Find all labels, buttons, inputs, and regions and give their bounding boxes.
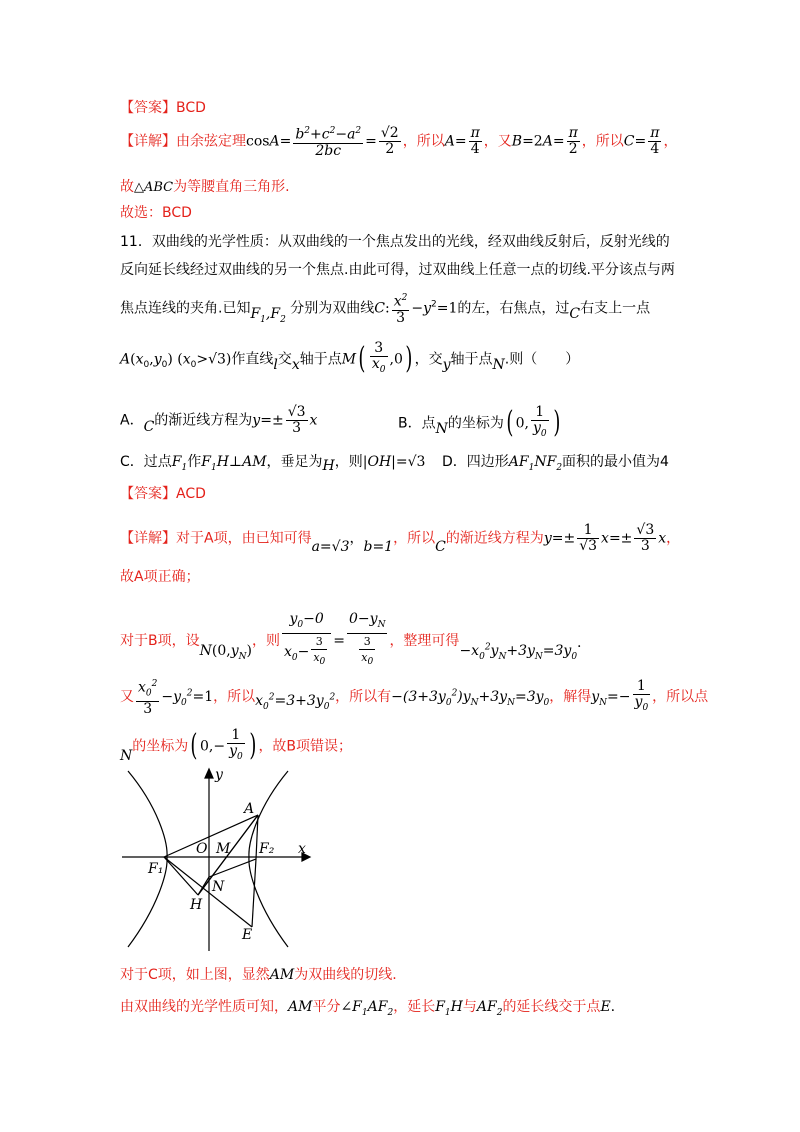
option-text: ，垂足为 xyxy=(266,454,323,470)
stem-text: 分别为双曲线 xyxy=(290,300,375,317)
q11-stem-4: $A(x_0,y_0)$ $(x_0>√3)$作直线l交x轴于点M( $\frac{3}{x_0}$ ,0) ，交y轴于点N.则（ ） xyxy=(120,340,580,377)
stem-text: 焦点连线的夹角.已知 xyxy=(120,300,251,317)
q10-conclusion: 故△ABC为等腰直角三角形. xyxy=(120,179,290,195)
option-a: A．C的渐近线方程为y=± $\frac{√3}{3}$ x xyxy=(120,404,318,436)
option-text: 的坐标为 xyxy=(447,415,504,432)
detail-text: 由双曲线的光学性质可知， xyxy=(120,999,288,1015)
option-c: C．过点$F_1$作$F_1H\perp AM$，垂足为H，则|OH|=√3 xyxy=(120,454,426,474)
hyperbola-figure xyxy=(118,767,318,957)
formula: cos xyxy=(246,133,270,150)
option-label: D．四边形 xyxy=(442,454,509,470)
detail-text: ，解得 xyxy=(549,689,592,706)
q11-answer-line xyxy=(120,483,206,505)
line-f1-a xyxy=(164,815,258,857)
option-label: A． xyxy=(120,412,144,429)
option-label: C．过点 xyxy=(120,454,172,470)
label-f1: F₁ xyxy=(148,861,164,877)
stem-text: 的左，右焦点，过 xyxy=(457,300,570,317)
label-n: N xyxy=(212,879,225,895)
option-text: 作 xyxy=(187,454,202,470)
q11-detail-a-end xyxy=(120,566,200,588)
text: 为等腰直角三角形. xyxy=(173,179,290,195)
stem-text: ，交 xyxy=(414,351,443,368)
detail-label: 【详解】 xyxy=(120,530,176,547)
q10-detail-line: 【详解】由余弦定理cosA= $\frac{b^2+c^2-a^2}{2bc}$ = $\frac{√2}{2}$ ，所以A= $\frac{\pi}{4}$ ，又B=2A= $\frac{\pi}{2}$ ，所以C= $\frac{\pi}{4}$ ， xyxy=(120,124,678,159)
detail-text: ，所以点 xyxy=(652,689,709,706)
option-b: B．点N的坐标为( 0, $\frac{1}{y_0}$ ) xyxy=(398,404,560,441)
answer-value: BCD xyxy=(176,100,206,116)
detail-text: ，所以 xyxy=(213,689,256,706)
stem-text: 作直线 xyxy=(231,351,274,368)
answer-label: 【答案】 xyxy=(120,100,176,116)
y-axis-arrow xyxy=(205,769,213,778)
formula-fraction: $\frac{b^2+c^2-a^2}{2bc}$ xyxy=(295,126,362,159)
stem-text: .则（ ） xyxy=(504,351,580,368)
label-o: O xyxy=(196,841,208,857)
detail-text: 故A项正确； xyxy=(120,569,200,585)
label-f2: F₂ xyxy=(259,841,275,857)
detail-text: 对于C项，如上图，显然 xyxy=(120,967,270,983)
q10-choice xyxy=(120,202,192,224)
q11-detail-b3: N的坐标为( 0,− $\frac{1}{y_0}$ ) ，故B项错误； xyxy=(120,727,353,765)
option-label: B．点 xyxy=(398,415,436,432)
detail-text: ，又 xyxy=(483,133,512,150)
detail-text: ，所以 xyxy=(581,133,624,150)
detail-label: 【详解】 xyxy=(120,133,176,150)
stem-text: 反向延长线经过双曲线的另一个焦点.由此可得，过双曲线上任意一点的切线.平分该点与两 xyxy=(120,262,675,278)
stem-text: 轴于点 xyxy=(299,351,342,368)
label-h: H xyxy=(190,897,203,913)
left-branch xyxy=(128,771,167,947)
detail-text: ，所以 xyxy=(402,133,445,150)
q11-detail-b2: 又 $\frac{x_0^2}{3}$ $-y_0^2=1$，所以$x_0^2=3+3y_0^2$，所以有$-(3+3y_0^2)y_N+3y_N=3y_0$，解得$y_N=-$ $\frac{1}{y_0}$ ，所以点 xyxy=(120,677,709,718)
detail-text: 的渐近线方程为 xyxy=(445,530,544,547)
line-f2-e xyxy=(252,859,256,927)
label-x: x xyxy=(298,841,306,857)
detail-text: 与 xyxy=(462,999,477,1015)
detail-text: 对于A项，由已知可得 xyxy=(176,530,312,547)
option-text: 的渐近线方程为 xyxy=(154,412,253,429)
q11-detail-c: 对于C项，如上图，显然AM为双曲线的切线. xyxy=(120,967,397,983)
text: 故 xyxy=(120,179,134,195)
label-a: A xyxy=(244,801,255,817)
detail-text: 平分 xyxy=(312,999,341,1015)
stem-text: 右支上一点 xyxy=(580,300,651,317)
line-f1-e xyxy=(164,857,252,927)
detail-text: 对于B项，设 xyxy=(120,633,200,649)
detail-text: ，所以有 xyxy=(335,689,392,706)
option-d: D．四边形$AF_1NF_2$面积的最小值为4 xyxy=(442,454,669,473)
q11-stem-1 xyxy=(120,231,670,253)
option-text: 面积的最小值为4 xyxy=(562,454,669,470)
answer-value: ACD xyxy=(176,486,206,502)
detail-text: 为双曲线的切线. xyxy=(294,967,397,983)
stem-text: 交 xyxy=(277,351,292,368)
line-f2-n xyxy=(209,859,256,877)
detail-text: ，延长 xyxy=(393,999,436,1015)
label-m: M xyxy=(216,841,231,857)
stem-text: 11．双曲线的光学性质：从双曲线的一个焦点发出的光线，经双曲线反射后，反射光线的 xyxy=(120,234,670,250)
detail-text: ，整理可得 xyxy=(389,633,460,649)
detail-text: 的延长线交于点 xyxy=(502,999,601,1015)
detail-text: ，所以 xyxy=(393,530,436,547)
q10-answer-line xyxy=(120,97,206,119)
detail-text: ， xyxy=(663,133,678,150)
q11-detail-b: 对于B项，设$N(0,y_N)$，则 $y_0-0$ $x_0-$ $\frac{3}{x_0}$ = $\frac{0-y_N}{\frac{3}{x_0}}$ ，整理可得$-x_0^2y_N+3y_N=3y_0$. xyxy=(120,611,582,667)
stem-text: 轴于点 xyxy=(450,351,493,368)
q11-detail-c2: 由双曲线的光学性质可知，AM平分$\angle F_1AF_2$，延长$F_1H$与$AF_2$的延长线交于点E. xyxy=(120,999,616,1018)
q11-stem-3: 焦点连线的夹角.已知$F_1,F_2$ 分别为双曲线C: $\frac{x^2}{3}$ $-y^2=1$的左，右焦点，过C右支上一点 xyxy=(120,293,651,326)
detail-text: ，则 xyxy=(251,633,280,649)
detail-text: 的坐标为 xyxy=(132,738,189,755)
choice-text: 故选：BCD xyxy=(120,205,192,221)
q11-stem-2 xyxy=(120,259,675,281)
answer-label: 【答案】 xyxy=(120,486,176,502)
detail-text: 由余弦定理 xyxy=(176,133,246,150)
q11-detail-a: 【详解】对于A项，由已知可得a=√3，b=1，所以C的渐近线方程为y=± $\frac{1}{√3}$ x=± $\frac{√3}{3}$ x， xyxy=(120,522,681,555)
detail-text: ，故B项错误； xyxy=(258,738,353,755)
line-f1-h xyxy=(164,857,198,895)
option-text: ，则 xyxy=(334,454,363,470)
label-y: y xyxy=(215,767,223,783)
label-e: E xyxy=(242,927,253,943)
detail-text: 又 xyxy=(120,689,134,706)
